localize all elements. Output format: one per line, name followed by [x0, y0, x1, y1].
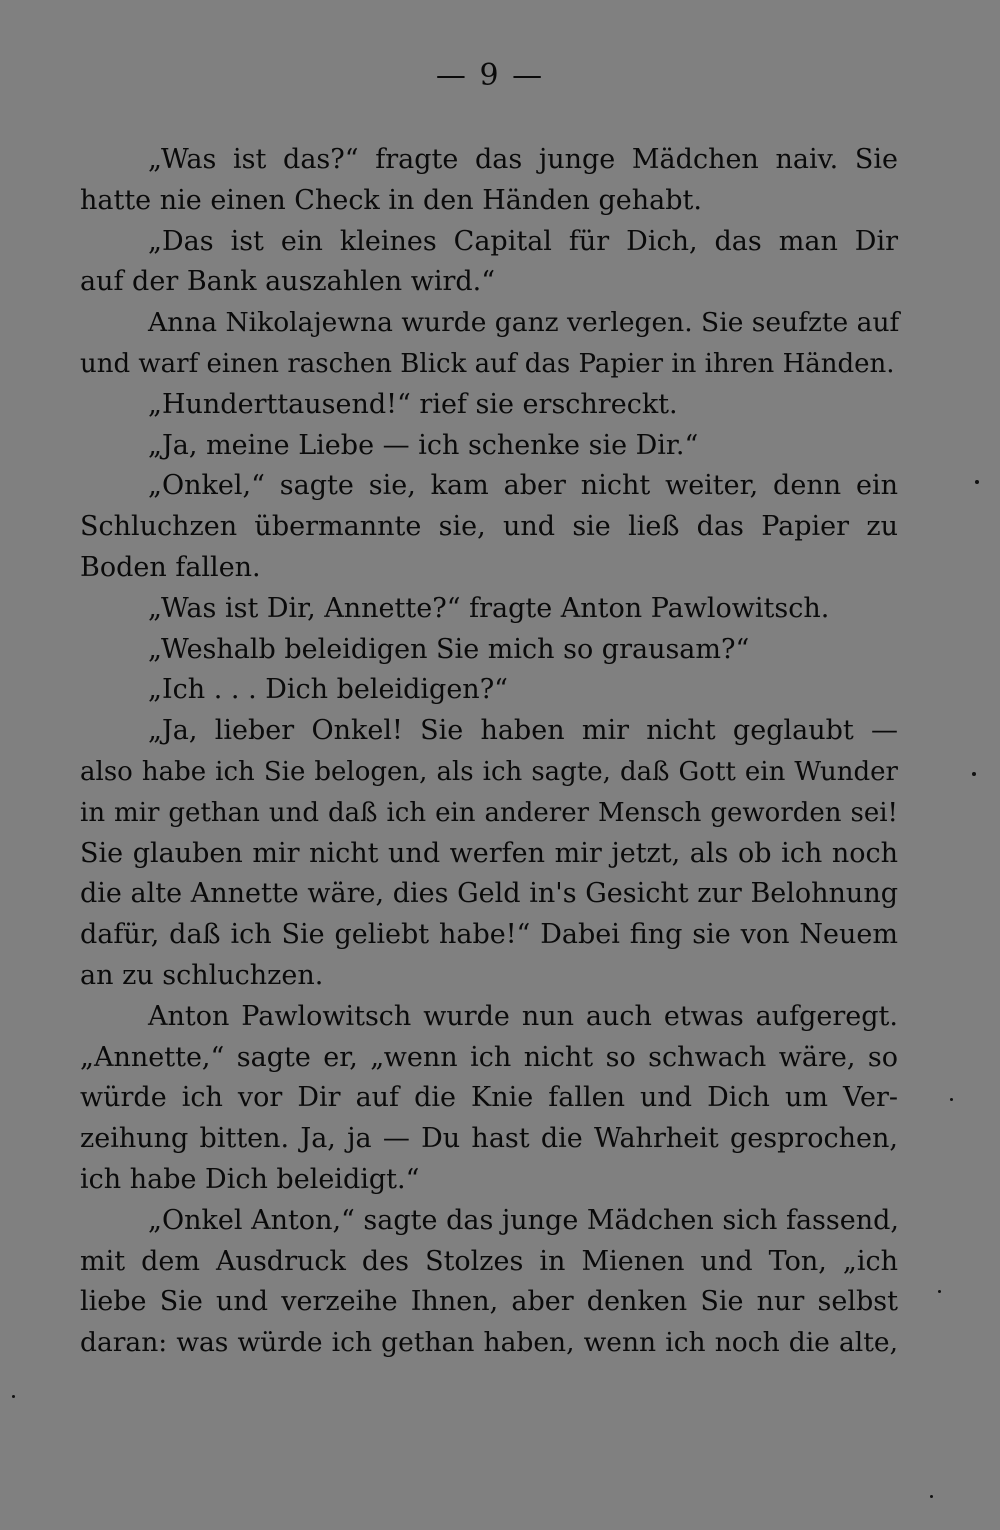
text-line: „Was ist Dir, Annette?“ fragte Anton Pawlowitsch. [148, 592, 830, 624]
text-line: würde ich vor Dir auf die Knie fallen und Dich um Ver- [80, 1082, 898, 1114]
text-line: „Das ist ein kleines Capital für Dich, das man Dir [148, 225, 898, 257]
text-line: in mir gethan und daß ich ein anderer Mensch geworden sei! [80, 797, 898, 828]
text-line: mit dem Ausdruck des Stolzes in Mienen und Ton, „ich [80, 1245, 898, 1277]
scan-speck [930, 1495, 933, 1498]
text-line: die alte Annette wäre, dies Geld in's Gesicht zur Belohnung [80, 878, 898, 910]
text-line: liebe Sie und verzeihe Ihnen, aber denken Sie nur selbst [80, 1286, 898, 1318]
text-line: Anna Nikolajewna wurde ganz verlegen. Sie seufzte auf [148, 307, 900, 339]
scan-speck [950, 1098, 953, 1101]
text-line: „Ja, meine Liebe — ich schenke sie Dir.“ [148, 429, 699, 461]
scan-speck [938, 1290, 941, 1293]
text-line: „Annette,“ sagte er, „wenn ich nicht so schwach wäre, so [80, 1041, 898, 1073]
text-line: „Was ist das?“ fragte das junge Mädchen naiv. Sie [148, 144, 898, 175]
text-line: und warf einen raschen Blick auf das Papier in ihren Händen. [80, 348, 895, 379]
text-line: auf der Bank auszahlen wird.“ [80, 266, 496, 298]
text-line: „Ich . . . Dich beleidigen?“ [148, 674, 508, 706]
text-line: „Onkel Anton,“ sagte das junge Mädchen sich fassend, [148, 1204, 899, 1236]
text-line: also habe ich Sie belogen, als ich sagte, daß Gott ein Wunder [80, 756, 898, 787]
text-line: zeihung bitten. Ja, ja — Du hast die Wahrheit gesprochen, [80, 1123, 898, 1155]
text-line: „Hunderttausend!“ rief sie erschreckt. [148, 388, 678, 420]
text-line: dafür, daß ich Sie geliebt habe!“ Dabei fing sie von Neuem [80, 919, 898, 951]
text-line: Schluchzen übermannte sie, und sie ließ das Papier zu [80, 511, 898, 543]
scan-speck [12, 1395, 15, 1398]
text-line: „Onkel,“ sagte sie, kam aber nicht weiter, denn ein [148, 470, 898, 502]
text-line: hatte nie einen Check in den Händen gehabt. [80, 184, 702, 216]
text-line: „Ja, lieber Onkel! Sie haben mir nicht geglaubt — [148, 715, 898, 747]
page-number: — 9 — [435, 58, 545, 93]
text-line: Anton Pawlowitsch wurde nun auch etwas aufgeregt. [148, 1000, 898, 1032]
text-line: daran: was würde ich gethan haben, wenn ich noch die alte, [80, 1327, 898, 1359]
text-line: Sie glauben mir nicht und werfen mir jetzt, als ob ich noch [80, 837, 898, 869]
scan-speck [975, 480, 979, 484]
scan-speck [972, 772, 976, 776]
body-text [80, 140, 898, 1364]
text-line: an zu schluchzen. [80, 959, 324, 991]
text-line: Boden fallen. [80, 551, 261, 583]
text-line: ich habe Dich beleidigt.“ [80, 1163, 420, 1195]
text-line: „Weshalb beleidigen Sie mich so grausam?“ [148, 633, 750, 665]
